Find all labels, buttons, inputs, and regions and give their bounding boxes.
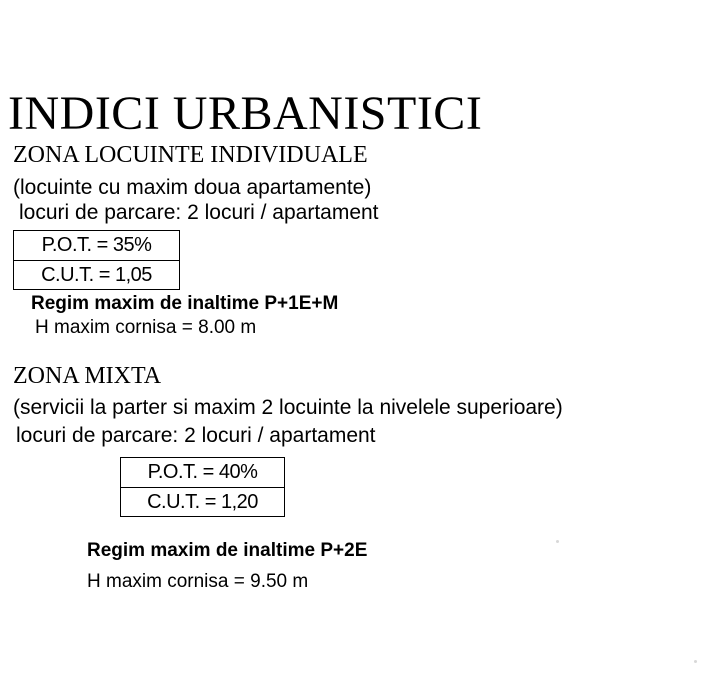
indicator-table (120, 457, 285, 517)
height-regime: Regim maxim de inaltime P+2E (87, 540, 368, 561)
cornice-height: H maxim cornisa = 9.50 m (87, 571, 309, 592)
cut-cell: C.U.T. = 1,05 (14, 260, 179, 289)
zone-description: (locuinte cu maxim doua apartamente) (13, 176, 372, 199)
scan-speck (694, 660, 697, 663)
zone-heading: ZONA MIXTA (13, 363, 162, 389)
indicator-table (13, 230, 180, 290)
zone-description: (servicii la parter si maxim 2 locuinte la nivelele superioare) (13, 396, 563, 419)
pot-cell: P.O.T. = 40% (147, 461, 258, 483)
zone-heading: ZONA LOCUINTE INDIVIDUALE (13, 142, 368, 168)
scan-speck (556, 540, 559, 543)
cut-cell: C.U.T. = 1,20 (121, 487, 284, 516)
page-title: INDICI URBANISTICI (8, 87, 483, 140)
cornice-height: H maxim cornisa = 8.00 m (35, 317, 257, 338)
height-regime: Regim maxim de inaltime P+1E+M (31, 293, 339, 314)
zone-parking: locuri de parcare: 2 locuri / apartament (19, 201, 379, 224)
pot-cell: P.O.T. = 35% (41, 234, 152, 256)
zone-parking: locuri de parcare: 2 locuri / apartament (16, 424, 376, 447)
